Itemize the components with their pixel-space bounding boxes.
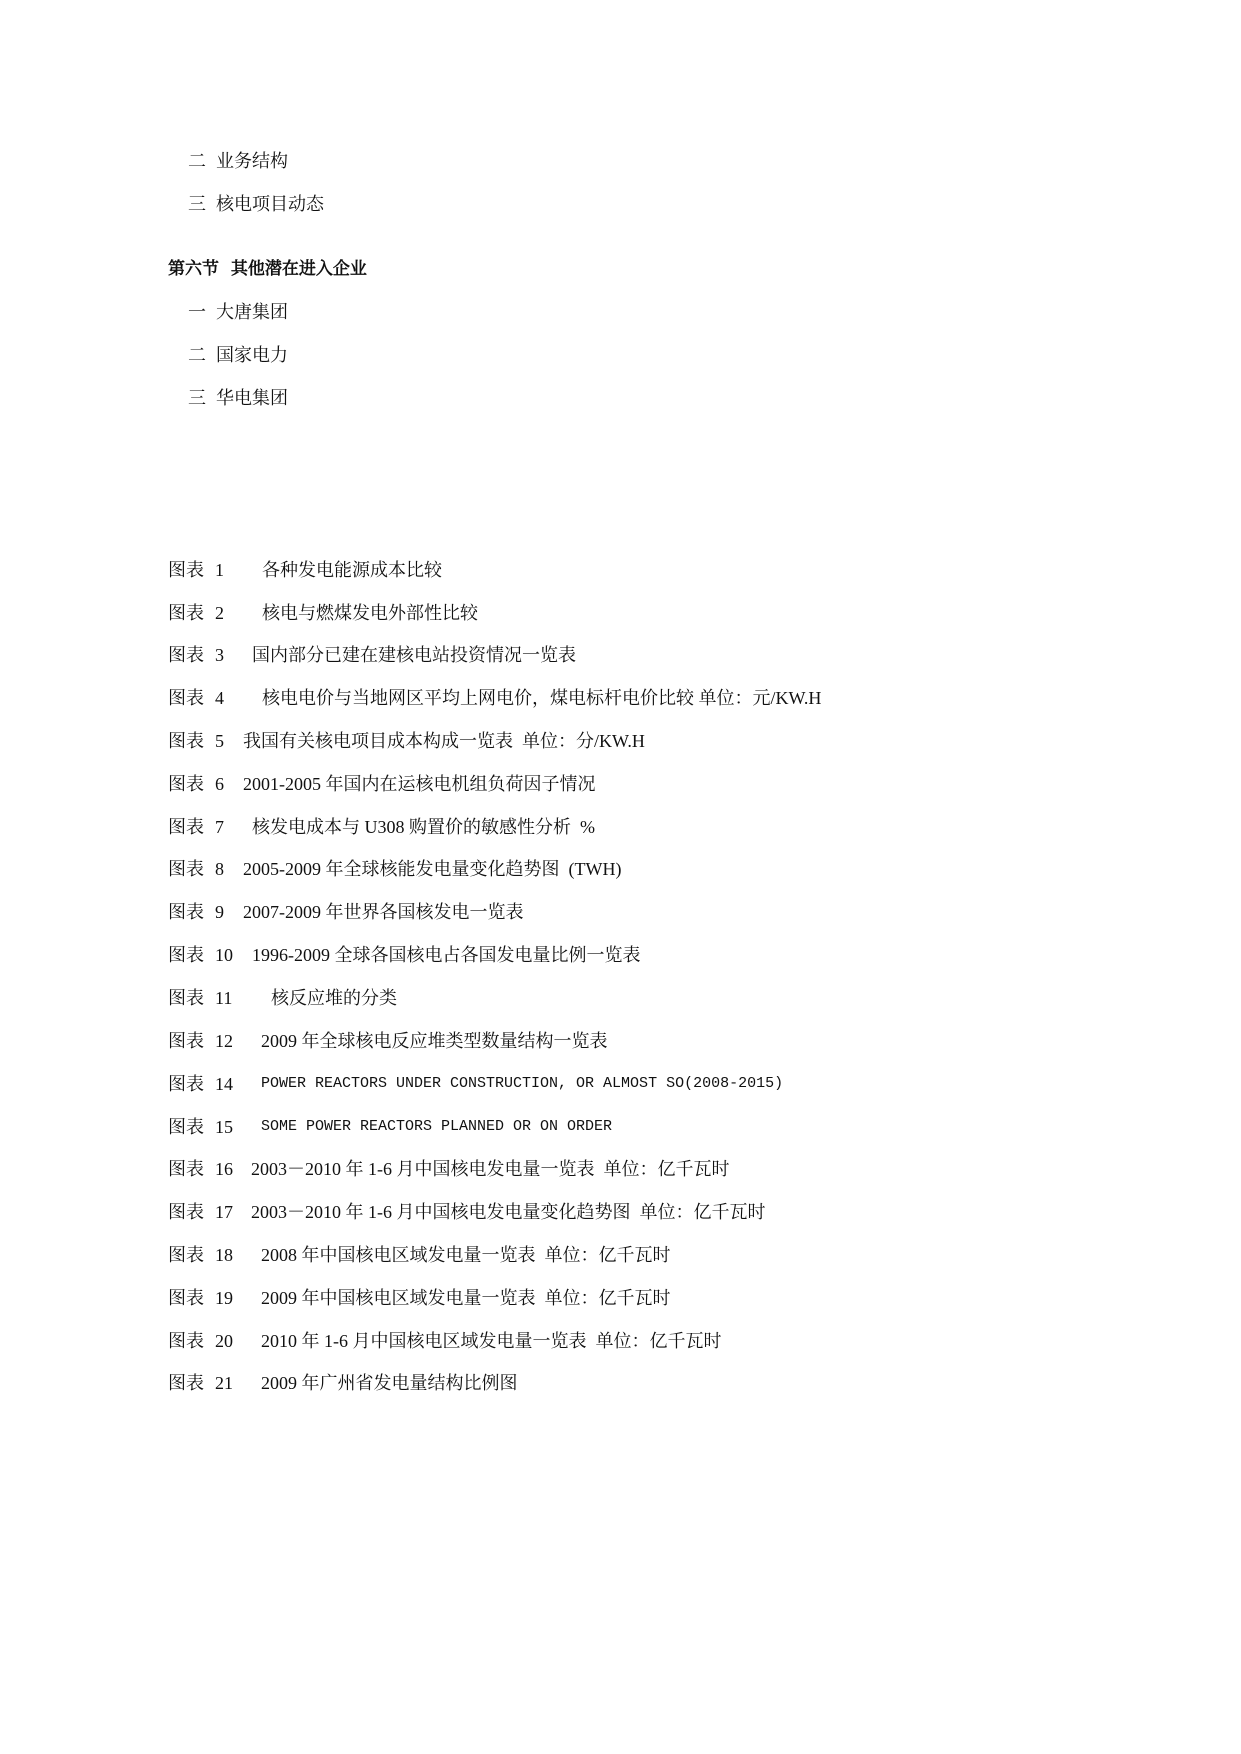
- figure-number: 1: [215, 560, 224, 580]
- outline-item-label: 业务结构: [216, 151, 288, 171]
- figure-number: 20: [215, 1331, 233, 1351]
- figure-prefix: 图表: [168, 1074, 204, 1094]
- figure-number: 21: [215, 1373, 233, 1393]
- figure-prefix: 图表: [168, 1159, 204, 1179]
- outline-item: [0, 149, 1241, 173]
- outline-item: [0, 386, 1241, 410]
- figure-list-item: [0, 686, 1241, 710]
- figure-prefix: 图表: [168, 1245, 204, 1265]
- figure-prefix: 图表: [168, 774, 204, 794]
- outline-item-label: 国家电力: [216, 345, 288, 365]
- figure-title: 核电与燃煤发电外部性比较: [262, 603, 478, 623]
- outline-item: [0, 192, 1241, 216]
- figure-title: 各种发电能源成本比较: [262, 560, 442, 580]
- figure-prefix: 图表: [168, 645, 204, 665]
- figure-number: 16: [215, 1159, 233, 1179]
- outline-item-label: 华电集团: [216, 388, 288, 408]
- figure-title: 2009 年广州省发电量结构比例图: [261, 1373, 518, 1393]
- figure-number: 8: [215, 859, 224, 879]
- outline-item: [0, 343, 1241, 367]
- outline-item-label: 大唐集团: [216, 302, 288, 322]
- figure-list-item: [0, 1371, 1241, 1395]
- figure-list-item: [0, 815, 1241, 839]
- figure-title: 2009 年中国核电区域发电量一览表 单位：亿千瓦时: [261, 1288, 671, 1308]
- figure-prefix: 图表: [168, 902, 204, 922]
- outline-item: [0, 300, 1241, 324]
- figure-prefix: 图表: [168, 688, 204, 708]
- figure-number: 12: [215, 1031, 233, 1051]
- figure-list-item: [0, 1243, 1241, 1267]
- figure-number: 19: [215, 1288, 233, 1308]
- figure-prefix: 图表: [168, 1117, 204, 1137]
- figure-title: 核反应堆的分类: [271, 988, 397, 1008]
- section-heading-row: [0, 257, 1241, 281]
- figure-list-item: [0, 1029, 1241, 1053]
- figure-number: 7: [215, 817, 224, 837]
- outline-item-marker: 一: [188, 302, 206, 322]
- outline-item-marker: 三: [188, 194, 206, 214]
- figure-number: 15: [215, 1117, 233, 1137]
- figure-list-item: [0, 1286, 1241, 1310]
- figure-title: 2003－2010 年 1-6 月中国核电发电量变化趋势图 单位：亿千瓦时: [251, 1202, 766, 1222]
- figure-list-item: [0, 943, 1241, 967]
- section-heading: 第六节 其他潜在进入企业: [168, 259, 367, 279]
- figure-number: 6: [215, 774, 224, 794]
- figure-list-item: [0, 558, 1241, 582]
- figure-title: 2001-2005 年国内在运核电机组负荷因子情况: [243, 774, 596, 794]
- figure-list-item: [0, 1157, 1241, 1181]
- figure-title: 2010 年 1-6 月中国核电区域发电量一览表 单位：亿千瓦时: [261, 1331, 722, 1351]
- figure-list-item: [0, 1072, 1241, 1096]
- figure-list-item: [0, 857, 1241, 881]
- figure-list-item: [0, 772, 1241, 796]
- figure-prefix: 图表: [168, 603, 204, 623]
- figure-number: 11: [215, 988, 233, 1008]
- figure-prefix: 图表: [168, 731, 204, 751]
- figure-number: 4: [215, 688, 224, 708]
- figure-list-item: [0, 1200, 1241, 1224]
- outline-item-label: 核电项目动态: [216, 194, 324, 214]
- outline-item-marker: 三: [188, 388, 206, 408]
- figure-list-item: [0, 900, 1241, 924]
- figure-list-item: [0, 643, 1241, 667]
- figure-number: 14: [215, 1074, 233, 1094]
- figure-number: 9: [215, 902, 224, 922]
- figure-list-item: [0, 601, 1241, 625]
- figure-prefix: 图表: [168, 1373, 204, 1393]
- figure-number: 5: [215, 731, 224, 751]
- figure-number: 10: [215, 945, 233, 965]
- figure-number: 2: [215, 603, 224, 623]
- figure-title: 核发电成本与 U308 购置价的敏感性分析 %: [252, 817, 595, 837]
- figure-prefix: 图表: [168, 945, 204, 965]
- figure-prefix: 图表: [168, 560, 204, 580]
- figure-list-item: [0, 1115, 1241, 1139]
- figure-prefix: 图表: [168, 1331, 204, 1351]
- figure-number: 18: [215, 1245, 233, 1265]
- figure-title: 我国有关核电项目成本构成一览表 单位：分/KW.H: [243, 731, 645, 751]
- outline-item-marker: 二: [188, 345, 206, 365]
- figure-list-item: [0, 1329, 1241, 1353]
- figure-number: 17: [215, 1202, 233, 1222]
- figure-prefix: 图表: [168, 1288, 204, 1308]
- figure-title: 2005-2009 年全球核能发电量变化趋势图 (TWH): [243, 859, 622, 879]
- figure-title: 国内部分已建在建核电站投资情况一览表: [252, 645, 576, 665]
- figure-title: 1996-2009 全球各国核电占各国发电量比例一览表: [252, 945, 641, 965]
- figure-prefix: 图表: [168, 817, 204, 837]
- figure-number: 3: [215, 645, 224, 665]
- outline-item-marker: 二: [188, 151, 206, 171]
- figure-title: 2003－2010 年 1-6 月中国核电发电量一览表 单位：亿千瓦时: [251, 1159, 730, 1179]
- figure-prefix: 图表: [168, 1031, 204, 1051]
- figure-title: 核电电价与当地网区平均上网电价，煤电标杆电价比较 单位：元/KW.H: [262, 688, 822, 708]
- figure-title: 2007-2009 年世界各国核发电一览表: [243, 902, 524, 922]
- figure-prefix: 图表: [168, 1202, 204, 1222]
- figure-title: 2009 年全球核电反应堆类型数量结构一览表: [261, 1031, 608, 1051]
- figure-prefix: 图表: [168, 988, 204, 1008]
- figure-title: SOME POWER REACTORS PLANNED OR ON ORDER: [261, 1118, 613, 1135]
- figure-list-item: [0, 729, 1241, 753]
- figure-title: POWER REACTORS UNDER CONSTRUCTION, OR ALMOST SO(2008-2015): [261, 1075, 784, 1092]
- figure-list-item: [0, 986, 1241, 1010]
- figure-prefix: 图表: [168, 859, 204, 879]
- figure-title: 2008 年中国核电区域发电量一览表 单位：亿千瓦时: [261, 1245, 671, 1265]
